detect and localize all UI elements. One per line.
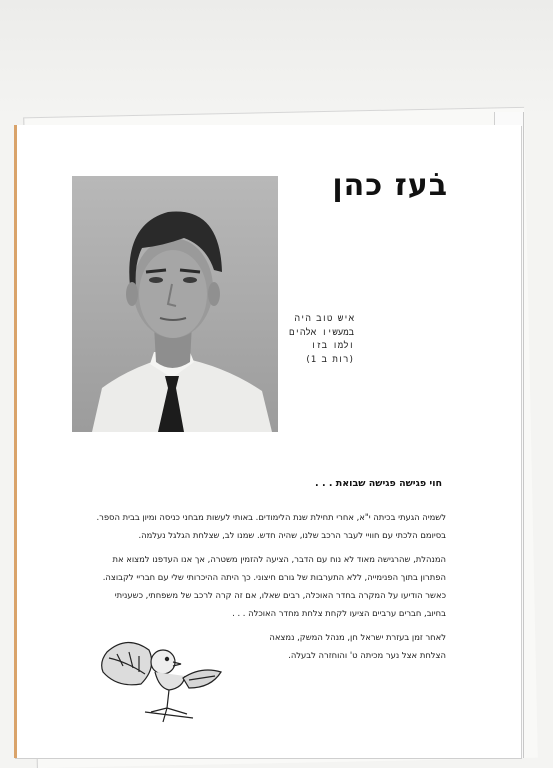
- quote-line: במעשיו אלהים: [289, 327, 354, 338]
- student-portrait: [72, 176, 278, 432]
- quote-line: (רות ב 1): [305, 354, 354, 365]
- bird-plant-illustration: [97, 632, 225, 724]
- scan-background: [0, 0, 553, 120]
- quote-line: ולמו בזו: [310, 341, 354, 351]
- quote-line: איש טוב היה: [294, 314, 354, 324]
- story-paragraph: המנהלת, שהרגישה מאוד לא נוח עם הדבר, הציעה להזמין משטרה, אך אנו העדפנו למצוא את הפתרון בתוך הפנימייה, ללא התערבות של גורם חיצוני. כך היתה ההיכרותי שלי עם חבריי לקבוצה. כאשר הודיעו על המקרה בחדר האוכלה, רבים שאלו, אם זה קרה לרכב של משפחתי, כשעניתי בחיוב, חברים ערביים הציעו לקחת צלחת מחדר האוכלה . . .: [102, 554, 446, 618]
- story-heading: חוי פגישה פגישה שבואת . . .: [315, 478, 442, 489]
- story-paragraph: לאחר זמן בעזרת ישראל חן, מנהל המשק, נמצאה הצלחת אצל נער מכיתה ט' והוחזרה לבעלה.: [269, 632, 446, 660]
- student-quote: [282, 313, 354, 367]
- student-name: בֹעז כהן: [332, 168, 448, 203]
- story-paragraph: לשמיה הגעתי בכיתה י"א, אחרי תחילת שנת הלימודים. באותי לעשות מבחני כניסה ומיון בבית הספר. בסיומם הלכתי עם חוויי לעבר הרכב שלנו, שהיה חדש. שמנו לב, שצלחת הגלגל נעלמה.: [96, 512, 446, 540]
